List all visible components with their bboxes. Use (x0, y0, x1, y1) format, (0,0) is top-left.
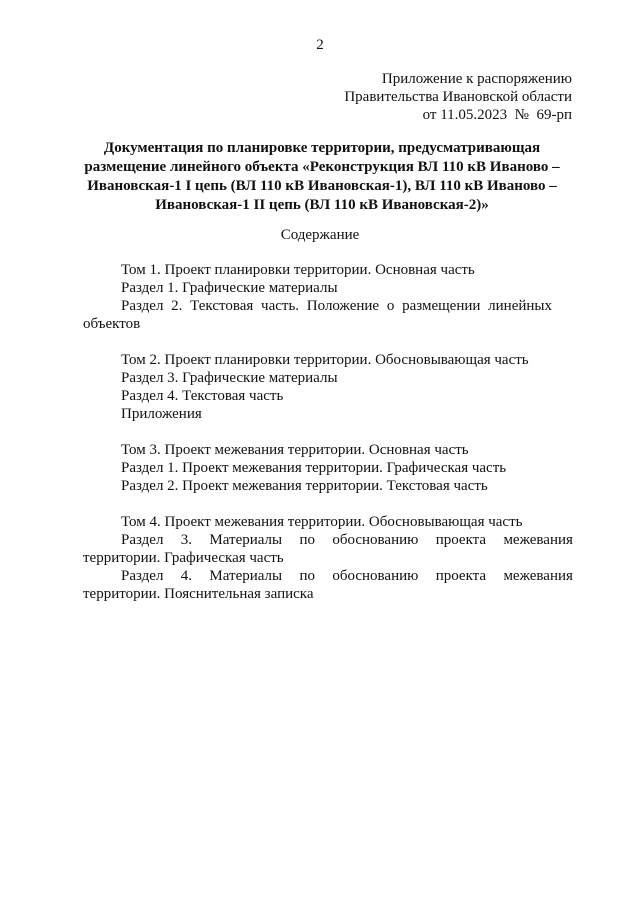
title-line: Документация по планировке территории, предусматривающая (103, 140, 541, 156)
word: по (299, 532, 315, 548)
table-of-contents (83, 261, 573, 621)
toc-section (83, 531, 573, 549)
toc-volume-title: Том 3. Проект межевания территории. Основная часть (121, 442, 469, 458)
toc-volume-4 (83, 513, 573, 603)
toc-section-continuation: территории. Пояснительная записка (83, 586, 314, 602)
word: обоснованию (332, 532, 419, 548)
word: Материалы (209, 532, 283, 548)
toc-section (83, 567, 573, 585)
title-line: Ивановская-1 I цепь (ВЛ 110 кВ Ивановская-1), ВЛ 110 кВ Иваново – (87, 178, 557, 194)
contents-heading: Содержание (280, 227, 360, 243)
toc-volume-2 (83, 351, 573, 423)
appendix-block (344, 70, 572, 124)
document-title (72, 139, 572, 215)
appendix-line: Правительства Ивановской области (344, 89, 572, 105)
toc-section: Раздел 4. Текстовая часть (121, 388, 284, 404)
toc-section-continuation: территории. Графическая часть (83, 550, 284, 566)
title-line: размещение линейного объекта «Реконструкция ВЛ 110 кВ Иваново – (84, 159, 560, 175)
toc-volume-title: Том 1. Проект планировки территории. Основная часть (121, 262, 475, 278)
toc-section: Раздел 2. Текстовая часть. Положение о размещении линейных (121, 298, 552, 314)
toc-volume-1 (83, 261, 573, 333)
word: проекта (435, 568, 487, 584)
toc-volume-title: Том 4. Проект межевания территории. Обосновывающая часть (121, 514, 523, 530)
toc-section: Раздел 1. Проект межевания территории. Графическая часть (121, 460, 507, 476)
appendix-date-number: от 11.05.2023 № 69-рп (422, 107, 572, 123)
word: Материалы (209, 568, 283, 584)
word: обоснованию (332, 568, 419, 584)
word: по (299, 568, 315, 584)
word: 4. (180, 568, 193, 584)
toc-section-continuation: объектов (83, 316, 141, 332)
toc-appendices: Приложения (121, 406, 202, 422)
word: 3. (180, 532, 193, 548)
appendix-line: Приложение к распоряжению (381, 71, 572, 87)
toc-section: Раздел 1. Графические материалы (121, 280, 338, 296)
toc-section: Раздел 3. Графические материалы (121, 370, 338, 386)
toc-section: Раздел 2. Проект межевания территории. Текстовая часть (121, 478, 488, 494)
word: проекта (435, 532, 487, 548)
toc-volume-3 (83, 441, 573, 495)
page-number: 2 (316, 37, 324, 53)
title-line: Ивановская-1 II цепь (ВЛ 110 кВ Ивановская-2)» (155, 197, 489, 213)
word: Раздел (121, 532, 164, 548)
word: межевания (503, 532, 573, 548)
word: межевания (503, 568, 573, 584)
word: Раздел (121, 568, 164, 584)
toc-volume-title: Том 2. Проект планировки территории. Обосновывающая часть (121, 352, 529, 368)
